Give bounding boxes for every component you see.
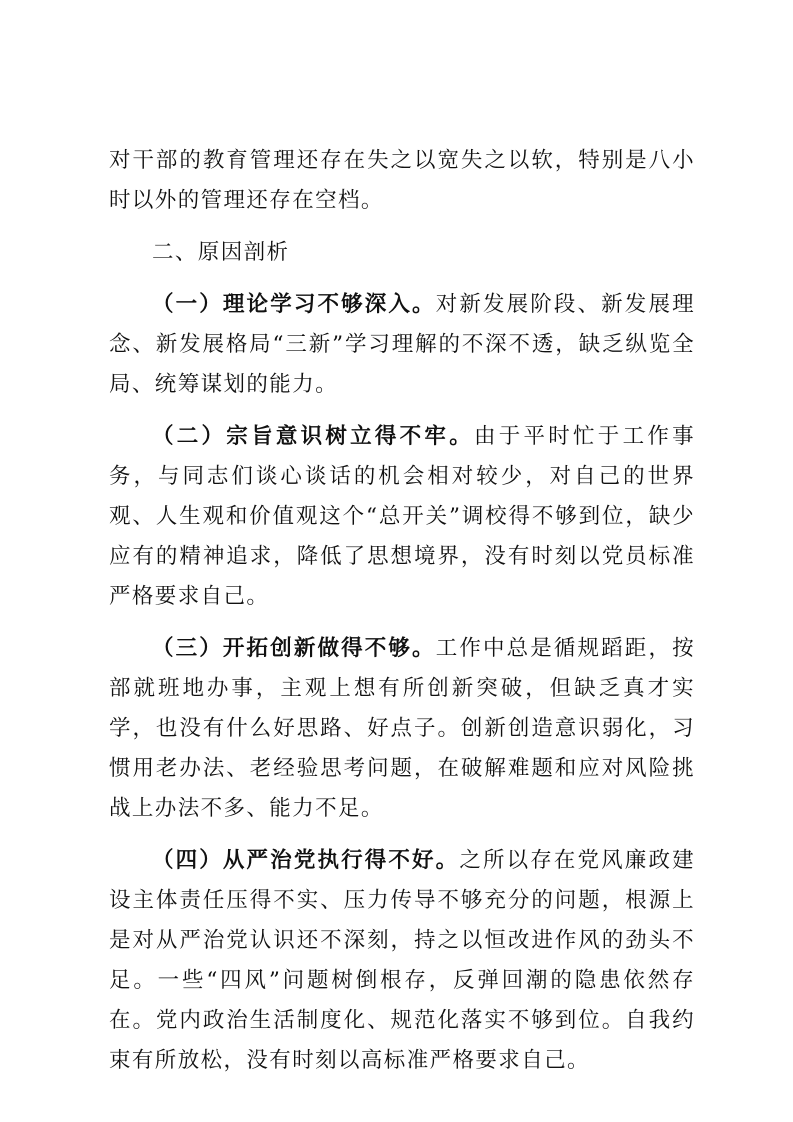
item-body-4: 之所以存在党风廉政建设主体责任压得不实、压力传导不够充分的问题，根源上是对从严治党认识还不深刻，持之以恒改进作风的劲头不足。一些“四风”问题树倒根存，反弹回潮的隐患依然存在。党内政治生活制度化、规范化落实不够到位。自我约束有所放松，没有时刻以高标准严格要求自己。 bbox=[109, 848, 695, 1073]
item-lead-4: （四）从严治党执行得不好。 bbox=[152, 848, 460, 873]
item-paragraph-3 bbox=[109, 629, 695, 829]
intro-paragraph: 对干部的教育管理还存在失之以宽失之以软，特别是八小时以外的管理还存在空档。 bbox=[109, 148, 695, 213]
item-body-3: 工作中总是循规蹈距，按部就班地办事，主观上想有所创新突破，但缺乏真才实学，也没有什么好思路、好点子。创新创造意识弱化，习惯用老办法、老经验思考问题，在破解难题和应对风险挑战上办法不多、能力不足。 bbox=[109, 636, 695, 821]
item-lead-1: （一）理论学习不够深入。 bbox=[152, 292, 436, 317]
section-heading: 二、原因剖析 bbox=[152, 240, 290, 265]
item-body-1: 对新发展阶段、新发展理念、新发展格局“三新”学习理解的不深不透，缺乏纵览全局、统筹谋划的能力。 bbox=[109, 292, 695, 397]
item-body-2: 由于平时忙于工作事务，与同志们谈心谈话的机会相对较少，对自己的世界观、人生观和价值观这个“总开关”调校得不够到位，缺少应有的精神追求，降低了思想境界，没有时刻以党员标准严格要求自己。 bbox=[109, 424, 695, 609]
item-paragraph-2 bbox=[109, 417, 695, 617]
document-body bbox=[109, 141, 695, 1081]
item-lead-2: （二）宗旨意识树立得不牢。 bbox=[152, 424, 474, 449]
item-paragraph-1 bbox=[109, 285, 695, 405]
item-lead-3: （三）开拓创新做得不够。 bbox=[152, 636, 436, 661]
item-paragraph-4 bbox=[109, 841, 695, 1081]
